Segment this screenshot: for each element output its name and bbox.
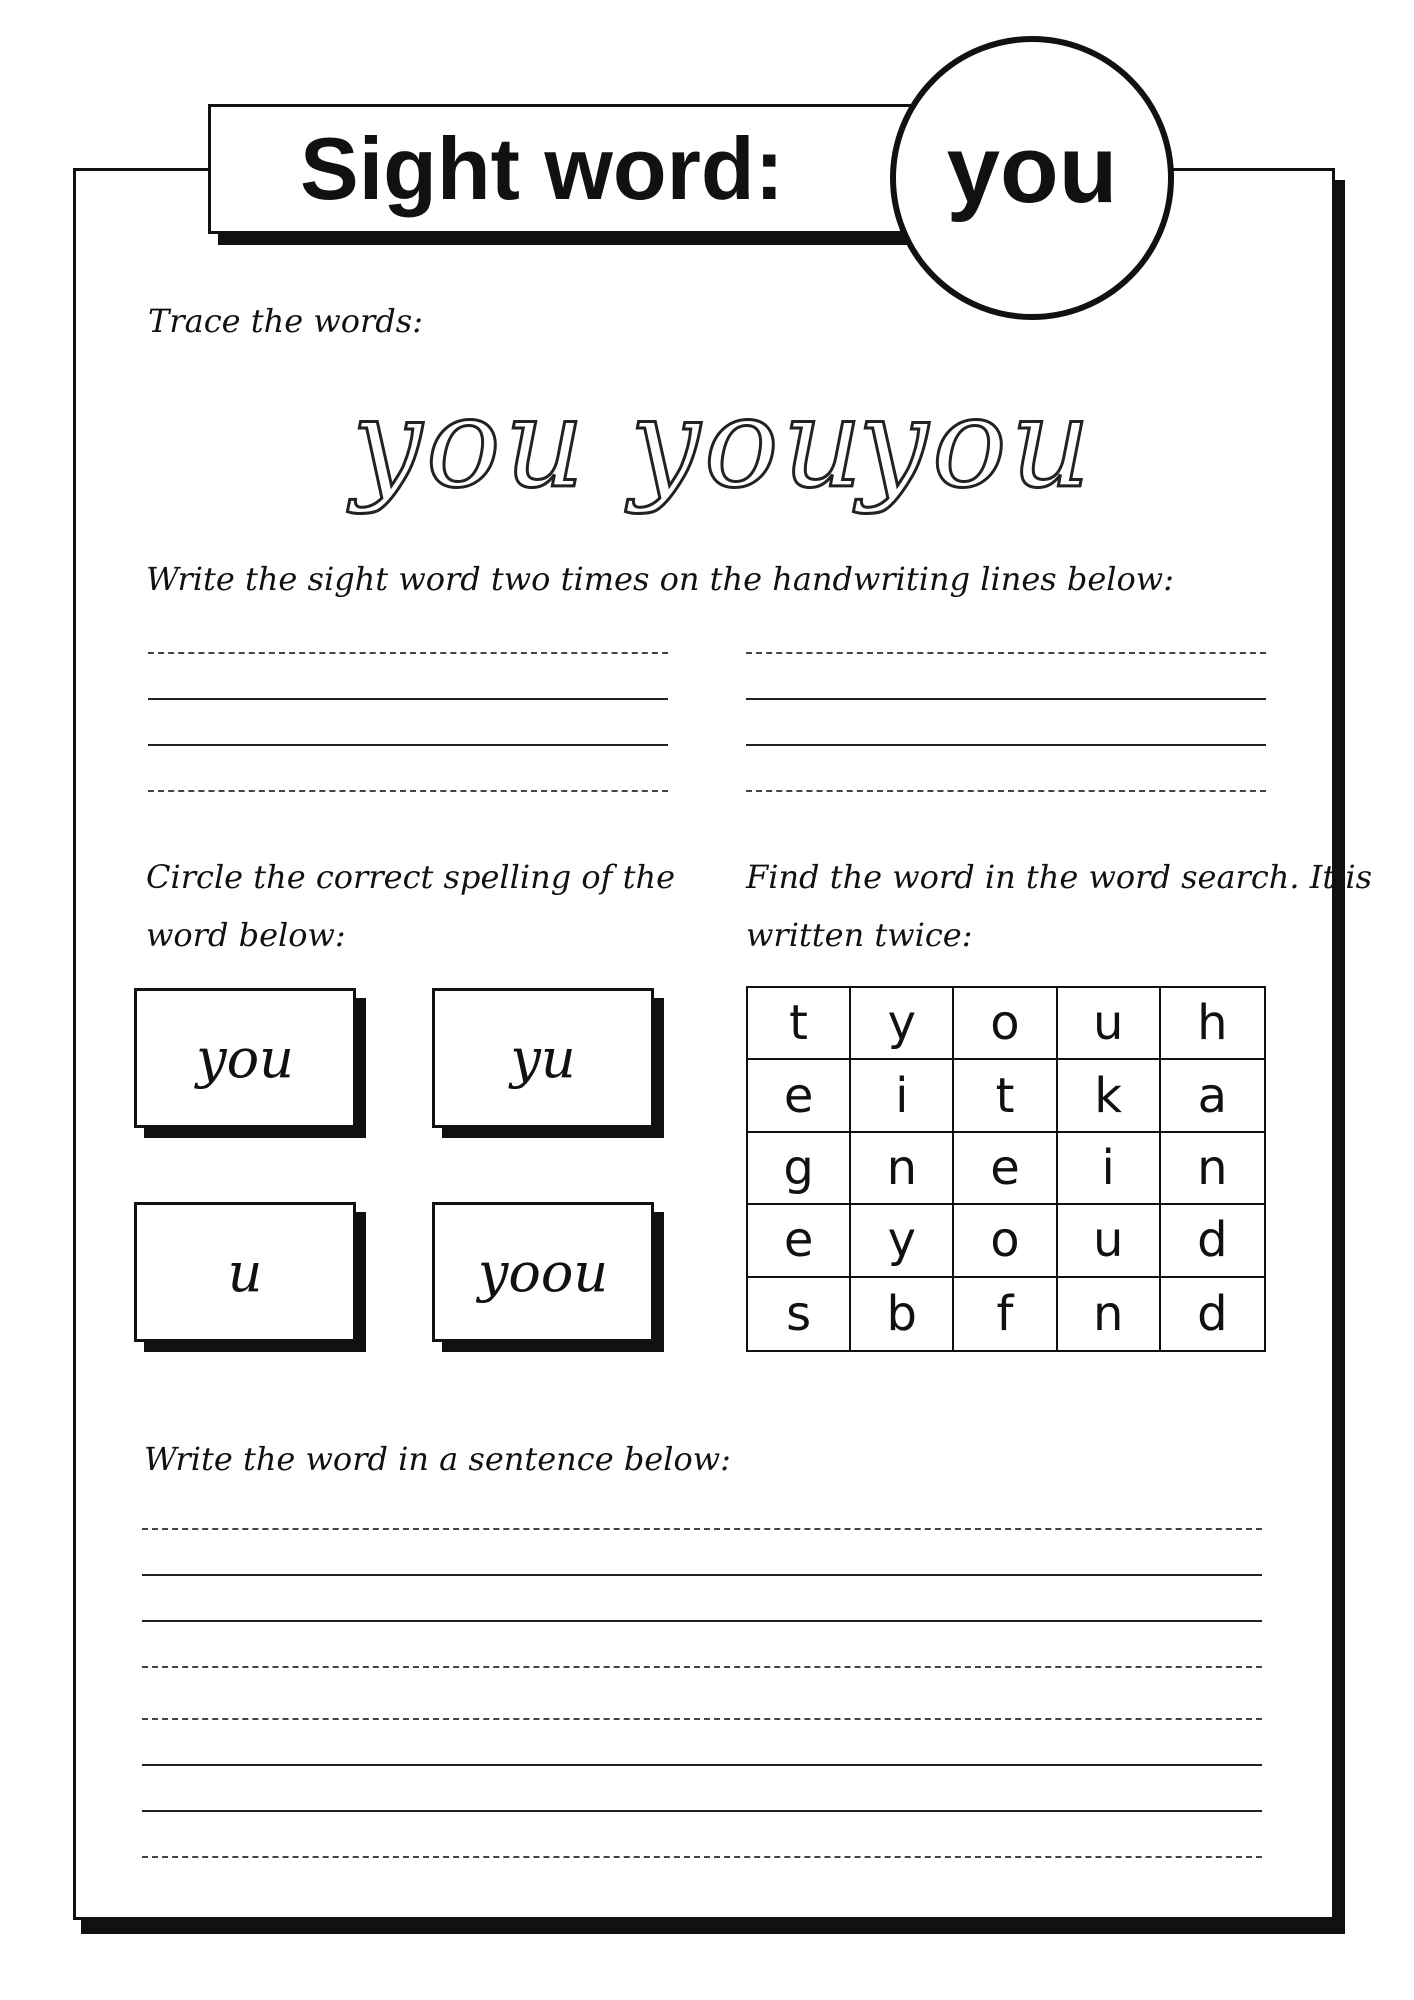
sentence-lines-1[interactable] bbox=[142, 1528, 1262, 1668]
page-title: Sight word: bbox=[300, 119, 784, 218]
handwriting-mid-line bbox=[148, 698, 668, 700]
word-search-cell[interactable]: a bbox=[1161, 1060, 1264, 1132]
word-search-cell[interactable]: d bbox=[1161, 1205, 1264, 1277]
sentence-mid-line bbox=[142, 1574, 1262, 1576]
handwriting-lines-left[interactable] bbox=[148, 652, 668, 800]
sentence-top-line bbox=[142, 1718, 1262, 1720]
trace-instruction: Trace the words: bbox=[148, 302, 423, 340]
sentence-bottom-line bbox=[142, 1856, 1262, 1858]
word-search-cell[interactable]: n bbox=[851, 1133, 954, 1205]
spelling-option-4[interactable]: yoou bbox=[432, 1202, 654, 1342]
word-search-cell[interactable]: n bbox=[1058, 1278, 1161, 1350]
word-search-cell[interactable]: t bbox=[954, 1060, 1057, 1132]
handwriting-top-line bbox=[148, 652, 668, 654]
sentence-base-line bbox=[142, 1810, 1262, 1812]
word-search-cell[interactable]: s bbox=[748, 1278, 851, 1350]
spelling-option-1[interactable]: you bbox=[134, 988, 356, 1128]
trace-word-2: you bbox=[630, 372, 867, 516]
word-search-cell[interactable]: e bbox=[954, 1133, 1057, 1205]
word-search-cell[interactable]: d bbox=[1197, 1285, 1228, 1342]
sentence-mid-line bbox=[142, 1764, 1262, 1766]
spelling-option-3[interactable]: u bbox=[134, 1202, 356, 1342]
word-search-cell[interactable]: i bbox=[1058, 1133, 1161, 1205]
word-search-cell[interactable]: e bbox=[748, 1060, 851, 1132]
word-search-cell[interactable]: e bbox=[748, 1205, 851, 1277]
trace-word-3: you bbox=[858, 372, 1095, 516]
word-search-grid bbox=[746, 986, 1266, 1352]
spelling-instruction-line1: Circle the correct spelling of the bbox=[146, 858, 676, 896]
handwriting-base-line bbox=[746, 744, 1266, 746]
sentence-lines-2[interactable] bbox=[142, 1718, 1262, 1858]
sentence-instruction: Write the word in a sentence below: bbox=[144, 1440, 731, 1478]
handwriting-bottom-line bbox=[148, 790, 668, 792]
word-search-instruction-line1: Find the word in the word search. It is bbox=[746, 858, 1373, 896]
sentence-bottom-line bbox=[142, 1666, 1262, 1668]
sentence-base-line bbox=[142, 1620, 1262, 1622]
sight-word-badge: you bbox=[890, 36, 1174, 320]
handwriting-bottom-line bbox=[746, 790, 1266, 792]
word-search-cell[interactable]: u bbox=[1058, 1205, 1161, 1277]
handwriting-top-line bbox=[746, 652, 1266, 654]
handwriting-base-line bbox=[148, 744, 668, 746]
word-search-cell[interactable]: y bbox=[851, 988, 954, 1060]
word-search-cell[interactable]: o bbox=[954, 988, 1057, 1060]
write-twice-instruction: Write the sight word two times on the handwriting lines below: bbox=[146, 560, 1174, 598]
spelling-instruction-line2: word below: bbox=[146, 916, 346, 954]
word-search-cell[interactable]: h bbox=[1161, 988, 1264, 1060]
handwriting-lines-right[interactable] bbox=[746, 652, 1266, 800]
word-search-cell[interactable]: y bbox=[851, 1205, 954, 1277]
word-search-cell[interactable]: u bbox=[1058, 988, 1161, 1060]
handwriting-mid-line bbox=[746, 698, 1266, 700]
word-search-cell[interactable]: o bbox=[954, 1205, 1057, 1277]
word-search-cell[interactable]: t bbox=[748, 988, 851, 1060]
word-search-cell[interactable]: i bbox=[851, 1060, 954, 1132]
word-search-cell[interactable]: k bbox=[1058, 1060, 1161, 1132]
word-search-cell[interactable]: b bbox=[851, 1278, 954, 1350]
word-search-instruction-line2: written twice: bbox=[746, 916, 973, 954]
word-search-cell[interactable]: g bbox=[748, 1133, 851, 1205]
word-search-cell[interactable]: n bbox=[1161, 1133, 1264, 1205]
trace-word-1: you bbox=[352, 372, 589, 516]
word-search-cell[interactable]: f bbox=[954, 1278, 1057, 1350]
sentence-top-line bbox=[142, 1528, 1262, 1530]
spelling-option-2[interactable]: yu bbox=[432, 988, 654, 1128]
